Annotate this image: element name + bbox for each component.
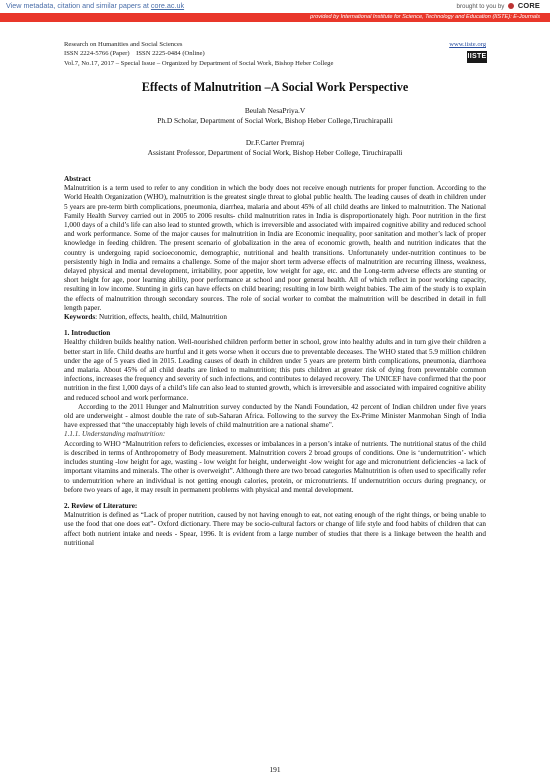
core-brand-name: CORE xyxy=(517,1,540,10)
keywords-text: : Nutrition, effects, health, child, Malnutrition xyxy=(95,313,227,322)
intro-paragraph-3: According to WHO “Malnutrition refers to deficiencies, excesses or imbalances in a person’s intake of nutrients. The nutritional status of the child is described in terms of Anthropometry of Body measurement. Malnutrition covers 2 broad groups of conditions. One is ‘undernutrition’- which includes stunting -low height for age, wasting - low weight for height, underweight -low weight for age and micronutrient deficiencies -a lack of important vitamins and minerals. The other is overweight”. Although there are two broad categories Malnutrition is often used to specifically refer to undernutrition where an individual is not getting enough calories, protein, or micronutrients. If undernutrition occurs during pregnancy, or before two years of age, it may result in permanent problems with physical and mental development. xyxy=(64,439,486,494)
paper-title: Effects of Malnutrition –A Social Work Perspective xyxy=(141,80,409,94)
provider-text: provided by International Institute for Science, Technology and Education (IISTE): E-Journals xyxy=(310,13,540,20)
intro-subheading: 1.1.1. Understanding malnutrition: xyxy=(64,430,166,439)
review-paragraph-1: Malnutrition is defined as “Lack of proper nutrition, caused by not having enough to eat, not eating enough of the right things, or being unable to use the food that one does eat”- Oxford dictionary. There may be socio-cultural factors or change of life style and food habits of children that can affect both nutrient intake and needs - Spear, 1996. It is evident from a large number of studies that there is a linkage between the health and nutritional xyxy=(64,511,486,547)
core-banner xyxy=(0,0,550,12)
keywords-label: Keywords xyxy=(64,313,96,322)
intro-paragraph-2: According to the 2011 Hunger and Malnutrition survey conducted by the Nandi Foundation, 42 percent of Indian children under five years old are underweight - almost double the rate of sub-Saharan Africa. Following to the survey the Ex-Prime Minister Manmohan Singh of India have expressed that “the unacceptably high levels of child malnutrition are a national shame". xyxy=(64,402,486,430)
journal-header xyxy=(64,40,486,68)
core-link[interactable]: core.ac.uk xyxy=(150,1,185,10)
abstract-heading: Abstract xyxy=(64,175,91,183)
paper-body xyxy=(64,175,486,548)
provider-bar xyxy=(0,13,550,22)
author-2-name: Dr.F.Carter Premraj xyxy=(245,138,305,147)
author-2-affiliation: Assistant Professor, Department of Social Work, Bishop Heber College, Tiruchirapalli xyxy=(147,147,403,157)
author-1-name: Beulah NesaPriya.V xyxy=(244,106,306,115)
keywords-line xyxy=(64,313,486,322)
abstract-text: Malnutrition is a term used to refer to any condition in which the body does not receive enough nutrients for proper function. According to the World Health Organization (WHO), malnutrition is the greatest single threat to global public health. The leading causes of death in children under 5 years are pre-term birth complications, pneumonia, diarrhea, malaria and about 45% of all child deaths are linked to malnutrition. The National Family Health Survey carried out in 2005 to 2006 results- child malnutrition rates in India is disproportionately high. Poor nutrition in the first 1,000 days of a child’s life can also lead to stunted growth, which is irreversible and associated with impaired cognitive ability and reduced school and work performance. Some of the major causes for malnutrition in India are Economic inequality, poor sanitation and mother’s lack of proper knowledge in feeding children. The present scenario of globalization in the area of economic growth, health and nutrition indicates that the country is undergoing rapid socioeconomic, demographic, nutritional and health transitions. Unfortunately under-nutrition continues to be persistently high in India and remains a challenge. Some of the major short term adverse effects of malnutrition are recurring illness, weakness, delayed physical and mental development, irritability, poor appetite, low weight for age, etc. and the Long-term adverse effects are stunting or short height for age, poor learning ability, poor performance at school and poor general health. All of which reflect in poor working capacity, resulting in low income. Stunting in girls can have effects on child bearing; resulting in low birth weight babies. The aim of the study is to explain the effects of malnutrition through secondary sources. The role of social worker to combat the malnutrition will be described in detail in full length paper. xyxy=(64,184,486,312)
core-brand[interactable] xyxy=(457,1,540,10)
iiste-logo xyxy=(467,51,487,65)
intro-paragraph-1: Healthy children builds healthy nation. Well-nourished children perform better in school, grow into healthy adults and in turn give their children a better start in life. Child deaths are hurtful and it gets worse when it occurs due to preventable deceases. The WHO stated that 5.9 million children under the age of 5 years died in 2015. Leading causes of death in children under 5 years are preterm birth complications, pneumonia, diarrhoea and malaria. About 45% of all child deaths are linked to malnutrition; this puts children at greater risk of dying from preventable common infections, increases the frequency and severity of such infections, and contributes to delayed recovery. The UNICEF have confirmed that the poor nutrition in the first 1,000 days of a child’s life can also lead to stunted growth, which is irreversible and associated with impaired cognitive ability and reduced school and work performance. xyxy=(64,338,486,402)
iiste-logo-text: IISTE xyxy=(467,51,487,63)
journal-issn: ISSN 2224-5766 (Paper) ISSN 2225-0484 (Online) xyxy=(64,50,205,58)
journal-url-link[interactable]: www.iiste.org xyxy=(449,41,486,48)
core-metadata-link-text xyxy=(6,1,184,10)
journal-volume: Vol.7, No.17, 2017 – Special Issue – Organized by Department of Social Work, Bishop Heber College xyxy=(64,59,334,67)
intro-heading: 1. Introduction xyxy=(64,329,111,338)
author-1-affiliation: Ph.D Scholar, Department of Social Work, Bishop Heber College,Tiruchirapalli xyxy=(157,115,393,125)
page-number: 191 xyxy=(269,765,281,774)
author-block-1 xyxy=(64,106,486,125)
journal-name: Research on Humanities and Social Sciences xyxy=(64,41,183,48)
author-block-2 xyxy=(64,138,486,157)
banner-left-text: View metadata, citation and similar papers at xyxy=(6,1,149,10)
banner-right-text: brought to you by xyxy=(456,3,505,10)
core-logo-icon xyxy=(508,3,514,9)
review-heading: 2. Review of Literature: xyxy=(64,501,138,510)
